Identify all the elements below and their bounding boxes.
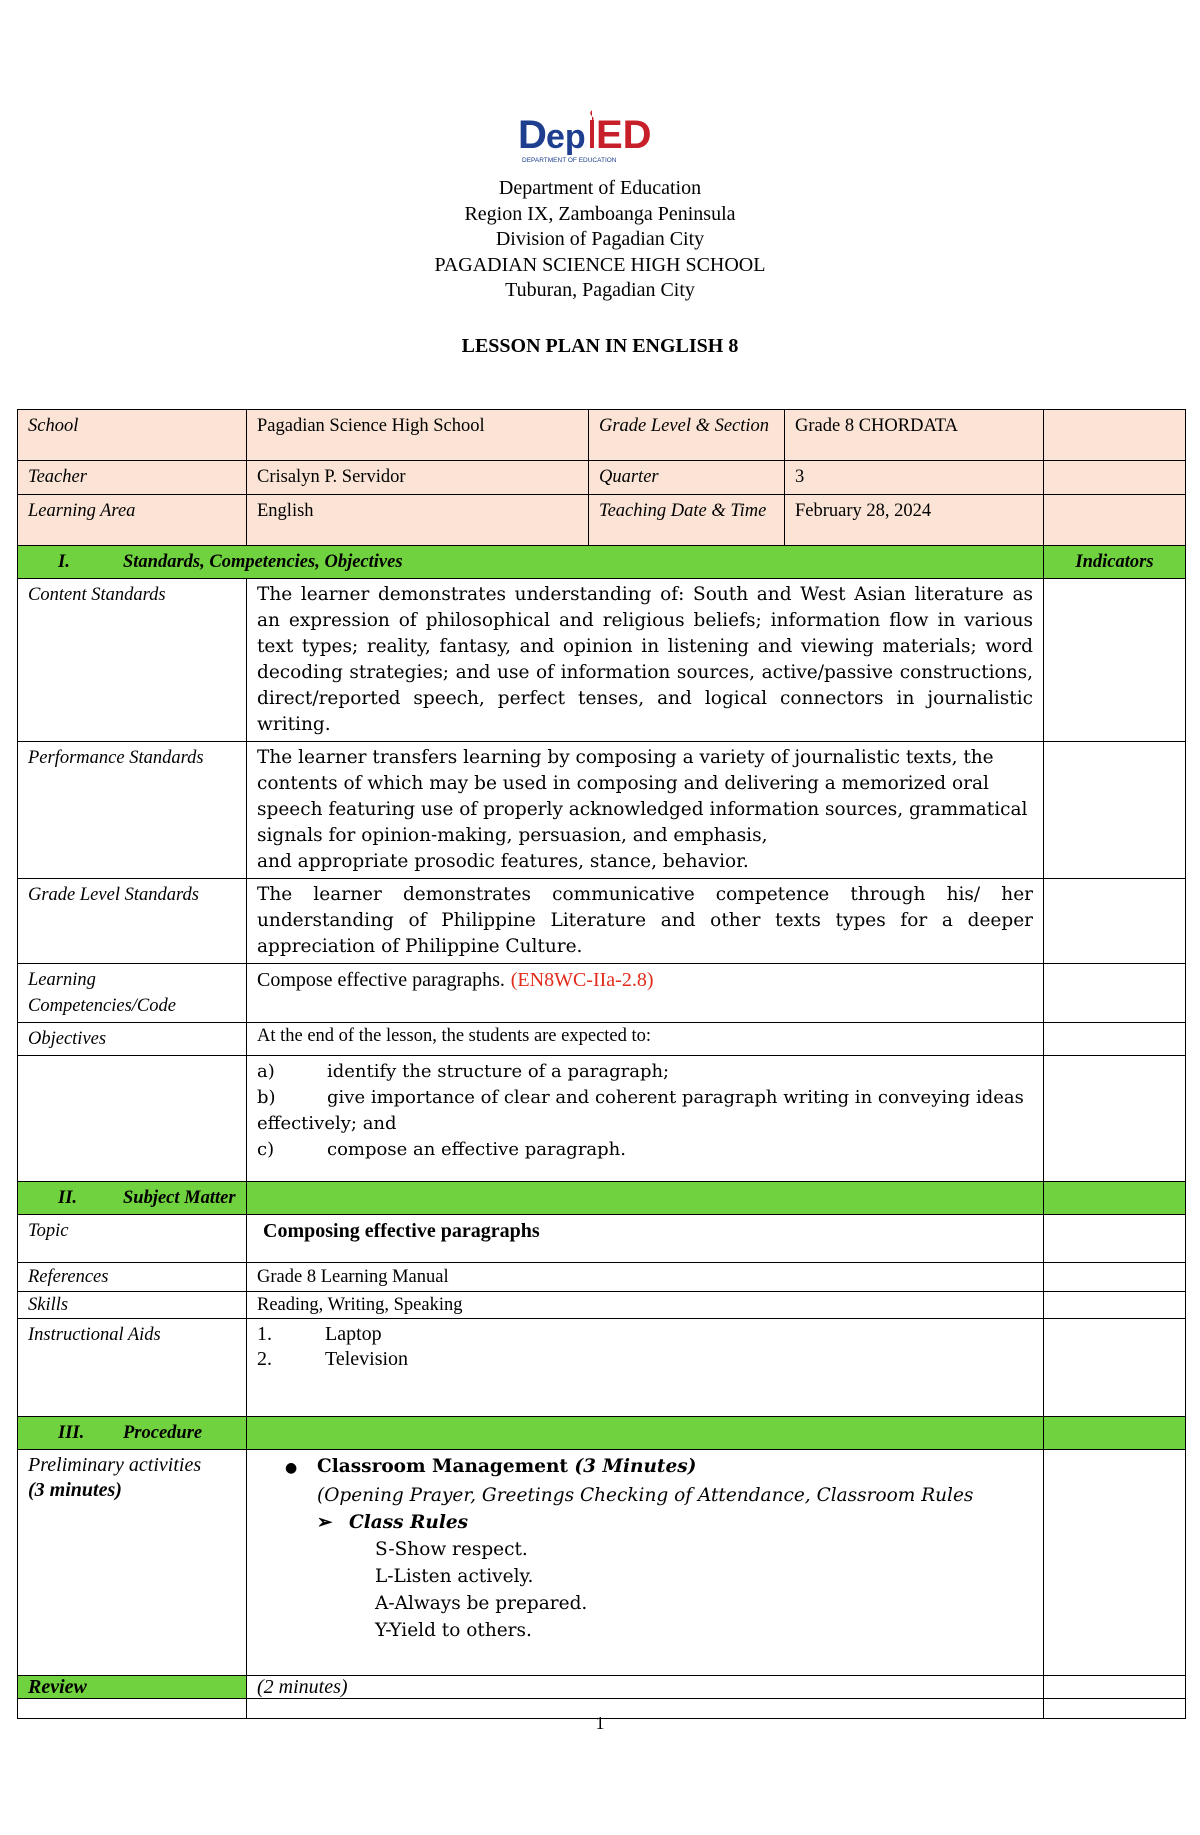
- grade-section-label: Grade Level & Section: [589, 410, 785, 461]
- objective-item: [257, 1059, 1033, 1085]
- svg-text:ED: ED: [596, 113, 652, 157]
- references-label: References: [18, 1263, 247, 1292]
- svg-text:DEPARTMENT OF EDUCATION: DEPARTMENT OF EDUCATION: [522, 157, 617, 164]
- objective-marker: c): [257, 1139, 275, 1160]
- grade-level-standards-label: Grade Level Standards: [18, 879, 247, 964]
- section-name: Procedure: [123, 1423, 203, 1443]
- indicator-cell: [1044, 1319, 1186, 1417]
- performance-standards-text: The learner transfers learning by composing a variety of journalistic texts, the contents of which may be used in composing and delivering a memorized oral speech featuring use of properly acknowledged information sources, grammatical signals for opinion-making, persuasion, and emphasis,: [257, 747, 1028, 846]
- objective-text-start: give importance of clear and coherent paragraph writing in conveying ideas: [327, 1087, 1024, 1108]
- content-standards-row: [18, 579, 1186, 742]
- info-row-school: [18, 410, 1186, 461]
- aid-marker: 2.: [257, 1348, 272, 1370]
- objectives-label: Objectives: [18, 1023, 247, 1056]
- indicator-cell: [1044, 742, 1186, 879]
- objectives-intro: At the end of the lesson, the students are expected to:: [247, 1023, 1044, 1056]
- section-header-procedure: [18, 1417, 1186, 1450]
- indicator-cell: [1044, 579, 1186, 742]
- review-label: Review: [18, 1676, 247, 1699]
- classroom-management: [257, 1453, 1033, 1482]
- quarter-label: Quarter: [589, 461, 785, 495]
- school-value: Pagadian Science High School: [247, 410, 589, 461]
- teaching-date-label: Teaching Date & Time: [589, 495, 785, 546]
- objectives-list: [247, 1056, 1044, 1182]
- section-blank: [1044, 1417, 1186, 1450]
- document-header: [0, 176, 1200, 304]
- deped-logo: [516, 108, 666, 166]
- indicator-cell: [1044, 1676, 1186, 1699]
- section-blank: [1044, 1182, 1186, 1215]
- info-blank: [1044, 495, 1186, 546]
- rule-text: -Always be prepared.: [388, 1593, 588, 1614]
- objective-text: compose an effective paragraph.: [327, 1139, 626, 1160]
- bullet-icon: ●: [285, 1460, 298, 1476]
- aid-item: [257, 1347, 1033, 1372]
- rule-text: -Show respect.: [388, 1539, 528, 1560]
- class-rule: [375, 1590, 1033, 1617]
- preliminary-label: Preliminary activities: [28, 1454, 202, 1476]
- rule-letter: S: [375, 1539, 389, 1560]
- class-rules-heading: [257, 1509, 1033, 1536]
- arrow-bullet-icon: ➢: [317, 1512, 333, 1533]
- review-row: [18, 1676, 1186, 1699]
- references-value: Grade 8 Learning Manual: [247, 1263, 1044, 1292]
- management-description: (Opening Prayer, Greetings Checking of Attendance, Classroom Rules: [317, 1485, 974, 1506]
- rule-letter: A: [375, 1593, 389, 1614]
- class-rule: [375, 1536, 1033, 1563]
- class-rule: [375, 1563, 1033, 1590]
- topic-row: [18, 1215, 1186, 1263]
- content-standards-text: The learner demonstrates understanding of: South and West Asian literature as an expression of philosophical and religious beliefs; information flow in various text types; reality, fantasy, and opinion in listening and viewing materials; word decoding strategies; and use of information sources, active/passive constructions, direct/reported speech, perfect tenses, and logical connectors in journalistic writing.: [247, 579, 1044, 742]
- section-blank: [247, 1182, 1044, 1215]
- skills-label: Skills: [18, 1292, 247, 1319]
- school-label: School: [18, 410, 247, 461]
- objective-marker: b): [257, 1087, 276, 1108]
- management-time: (3 Minutes): [574, 1456, 697, 1477]
- info-row-teacher: [18, 461, 1186, 495]
- preliminary-row: [18, 1450, 1186, 1676]
- performance-standards-label: Performance Standards: [18, 742, 247, 879]
- indicator-cell: [1044, 1450, 1186, 1676]
- section-title: [18, 546, 1044, 579]
- objective-item: [257, 1085, 1033, 1111]
- class-rules-title: Class Rules: [349, 1512, 469, 1533]
- section-header-standards: [18, 546, 1186, 579]
- indicator-cell: [1044, 1263, 1186, 1292]
- learning-area-label: Learning Area: [18, 495, 247, 546]
- content-standards-label: Content Standards: [18, 579, 247, 742]
- competencies-text: Compose effective paragraphs.: [257, 969, 505, 991]
- grade-section-value: Grade 8 CHORDATA: [785, 410, 1044, 461]
- deped-logo-graphic: [516, 108, 666, 166]
- performance-standards-text-cont: and appropriate prosodic features, stance, behavior.: [257, 851, 749, 872]
- indicator-cell: [1044, 964, 1186, 1023]
- indicator-cell: [1044, 1215, 1186, 1263]
- preliminary-label-cell: [18, 1450, 247, 1676]
- aid-marker: 1.: [257, 1323, 272, 1345]
- class-rules-list: [257, 1536, 1033, 1644]
- objectives-list-row: [18, 1056, 1186, 1182]
- header-address: Tuburan, Pagadian City: [505, 279, 695, 301]
- indicator-cell: [1044, 1056, 1186, 1182]
- skills-row: [18, 1292, 1186, 1319]
- learning-area-value: English: [247, 495, 589, 546]
- section-number: III.: [58, 1423, 85, 1443]
- header-region: Region IX, Zamboanga Peninsula: [464, 202, 736, 225]
- header-division: Division of Pagadian City: [495, 228, 705, 250]
- rule-letter: L: [375, 1566, 388, 1587]
- preliminary-content: [247, 1450, 1044, 1676]
- objectives-blank: [18, 1056, 247, 1182]
- indicator-cell: [1044, 1292, 1186, 1319]
- section-title: [18, 1417, 247, 1450]
- skills-value: Reading, Writing, Speaking: [247, 1292, 1044, 1319]
- indicators-header: Indicators: [1044, 546, 1186, 579]
- header-school: PAGADIAN SCIENCE HIGH SCHOOL: [434, 253, 766, 276]
- section-name: Subject Matter: [123, 1188, 236, 1208]
- svg-text:ep: ep: [546, 118, 586, 156]
- review-duration: (2 minutes): [247, 1676, 1044, 1699]
- objective-item: [257, 1137, 1033, 1163]
- teaching-date-value: February 28, 2024: [785, 495, 1044, 546]
- grade-level-standards-text: The learner demonstrates communicative competence through his/ her understanding of Philippine Literature and other texts types for a deeper appreciation of Philippine Culture.: [247, 879, 1044, 964]
- competencies-code: (EN8WC-IIa-2.8): [510, 969, 654, 991]
- performance-standards-row: [18, 742, 1186, 879]
- aid-text: Laptop: [325, 1323, 382, 1345]
- page-number: 1: [595, 1713, 605, 1733]
- section-title: [18, 1182, 247, 1215]
- topic-value: Composing effective paragraphs: [263, 1220, 540, 1242]
- header-department: Department of Education: [498, 177, 702, 199]
- rule-text: -Yield to others.: [385, 1620, 532, 1641]
- rule-text: -Listen actively.: [387, 1566, 534, 1587]
- preliminary-duration: (3 minutes): [28, 1479, 122, 1501]
- grade-level-standards-row: [18, 879, 1186, 964]
- section-header-subject-matter: [18, 1182, 1186, 1215]
- aids-list: [247, 1319, 1044, 1417]
- rule-letter: Y: [375, 1620, 386, 1641]
- aid-item: [257, 1322, 1033, 1347]
- references-row: [18, 1263, 1186, 1292]
- indicator-cell: [1044, 1023, 1186, 1056]
- topic-cell: [247, 1215, 1044, 1263]
- teacher-label: Teacher: [18, 461, 247, 495]
- svg-text:D: D: [518, 113, 547, 157]
- info-blank: [1044, 410, 1186, 461]
- teacher-value: Crisalyn P. Servidor: [247, 461, 589, 495]
- section-blank: [247, 1417, 1044, 1450]
- info-row-area: [18, 495, 1186, 546]
- objective-text: identify the structure of a paragraph;: [327, 1061, 670, 1082]
- topic-label: Topic: [18, 1215, 247, 1263]
- objectives-row: [18, 1023, 1186, 1056]
- aid-text: Television: [325, 1348, 409, 1370]
- competencies-row: [18, 964, 1186, 1023]
- indicator-cell: [1044, 879, 1186, 964]
- lesson-plan-title: LESSON PLAN IN ENGLISH 8: [461, 335, 739, 357]
- lesson-plan-table: [17, 409, 1186, 1719]
- performance-standards-cell: [247, 742, 1044, 879]
- objective-marker: a): [257, 1061, 275, 1082]
- section-number: II.: [58, 1188, 78, 1208]
- class-rule: [375, 1617, 1033, 1644]
- competencies-label: Learning Competencies/Code: [18, 964, 247, 1023]
- aids-row: [18, 1319, 1186, 1417]
- quarter-value: 3: [785, 461, 1044, 495]
- section-number: I.: [58, 552, 70, 572]
- info-blank: [1044, 461, 1186, 495]
- section-name: Standards, Competencies, Objectives: [123, 552, 403, 572]
- competencies-cell: [247, 964, 1044, 1023]
- aids-label: Instructional Aids: [18, 1319, 247, 1417]
- management-title: Classroom Management: [317, 1456, 568, 1477]
- objective-text-cont: effectively; and: [257, 1113, 397, 1134]
